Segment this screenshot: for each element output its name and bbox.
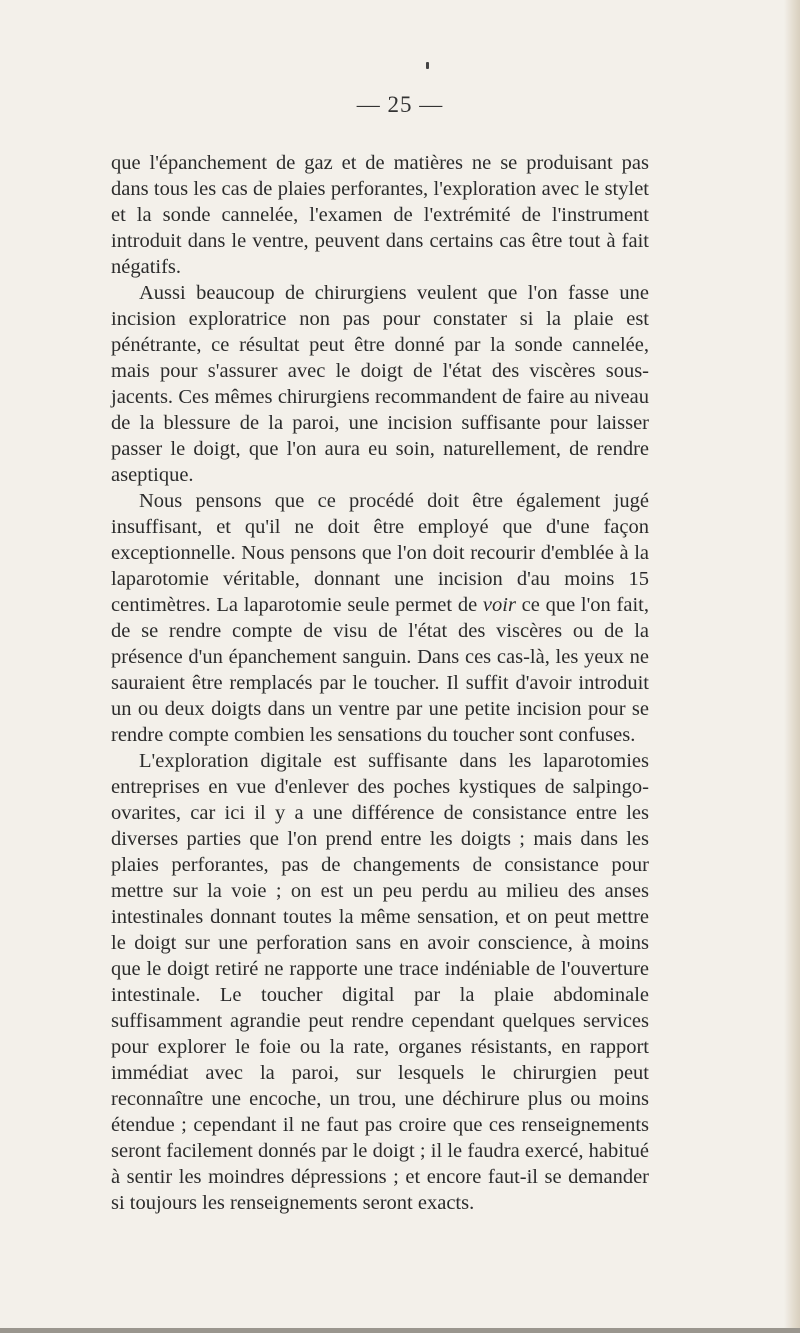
paragraph-3 — [111, 488, 649, 748]
stray-ink-mark — [426, 62, 429, 69]
paragraph-3-text-after: ce que l'on fait, de se rendre compte de visu de l'état des viscères ou de la présence d'un épanchement sanguin. Dans ces cas-là, les yeux ne sauraient être remplacés par le toucher. Il suffit d'avoir introduit un ou deux doigts dans un ventre par une petite incision pour se rendre compte combien les sensations du toucher sont confuses. — [111, 594, 649, 746]
bottom-border — [0, 1328, 800, 1333]
page-edge-shadow — [784, 0, 800, 1333]
paragraph-4: L'exploration digitale est suffisante dans les laparotomies entreprises en vue d'enlever des poches kystiques de salpingo-ovarites, car ici il y a une différence de consistance entre les diverses parties que l'on prend entre les doigts ; mais dans les plaies perforantes, pas de changements de consistance pour mettre sur la voie ; on est un peu perdu au milieu des anses intestinales donnant toutes la même sensation, et on peut mettre le doigt sur une perforation sans en avoir conscience, à moins que le doigt retiré ne rapporte une trace indéniable de l'ouverture intestinale. Le toucher digital par la plaie abdominale suffisamment agrandie peut rendre cependant quelques services pour explorer le foie ou la rate, organes résistants, en rapport immédiat avec la paroi, sur lesquels le chirurgien peut reconnaître une encoche, un trou, une déchirure plus ou moins étendue ; cependant il ne faut pas croire que ces renseignements seront facilement donnés par le doigt ; il le faudra exercé, habitué à sentir les moindres dépressions ; et encore faut-il se demander si toujours les renseignements seront exacts. — [111, 750, 649, 1214]
body-text — [111, 150, 649, 1216]
page-number: — 25 — — [356, 92, 444, 117]
paragraph-2: Aussi beaucoup de chirurgiens veulent que l'on fasse une incision exploratrice non pas pour constater si la plaie est pénétrante, ce résultat peut être donné par la sonde cannelée, mais pour s'assurer avec le doigt de l'état des viscères sous-jacents. Ces mêmes chirurgiens recommandent de faire au niveau de la blessure de la paroi, une incision suffisante pour laisser passer le doigt, que l'on aura eu soin, naturellement, de rendre aseptique. — [111, 282, 649, 486]
paragraph-3-text-before: Nous pensons que ce procédé doit être également jugé insuffisant, et qu'il ne doit être employé que d'une façon exceptionnelle. Nous pensons que l'on doit recourir d'emblée à la laparotomie véritable, donnant une incision d'au moins 15 centimètres. La laparotomie seule permet de — [111, 490, 649, 616]
emphasis-voir: voir — [482, 594, 516, 616]
paragraph-1: que l'épanchement de gaz et de matières ne se produisant pas dans tous les cas de plaies perforantes, l'exploration avec le stylet et la sonde cannelée, l'examen de l'extrémité de l'instrument introduit dans le ventre, peuvent dans certains cas être tout à fait négatifs. — [111, 152, 649, 278]
